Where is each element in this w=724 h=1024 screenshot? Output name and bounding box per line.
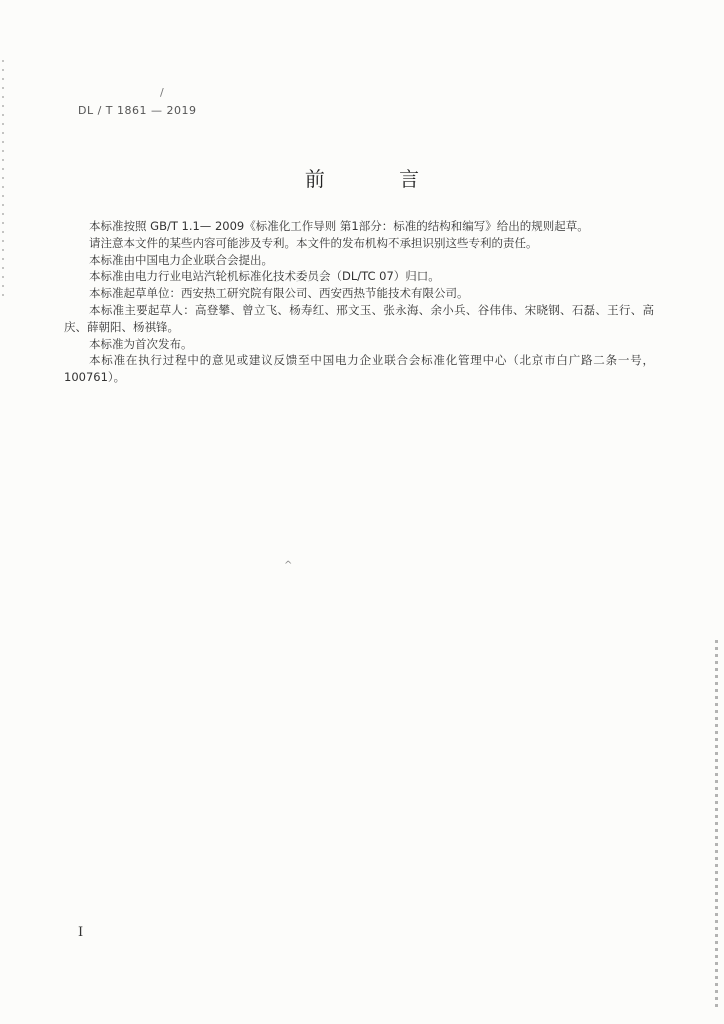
foreword-body [64, 218, 654, 386]
paragraph-drafting-rules: 本标准按照 GB/T 1.1— 2009《标准化工作导则 第1部分：标准的结构和编写》给出的规则起草。 [89, 219, 589, 233]
mid-stray-mark: ^ [284, 560, 293, 571]
page-title: 前 言 [304, 167, 454, 191]
paragraph-patent-notice: 请注意本文件的某些内容可能涉及专利。本文件的发布机构不承担识别这些专利的责任。 [89, 235, 538, 250]
page-number: I [78, 925, 84, 940]
scan-artifact-right [715, 640, 718, 1010]
paragraph-proposer: 本标准由中国电力企业联合会提出。 [89, 252, 273, 267]
standard-code: DL / T 1861 — 2019 [78, 104, 197, 117]
paragraph-feedback: 本标准在执行过程中的意见或建议反馈至中国电力企业联合会标准化管理中心（北京市白广路二条一号，100761）。 [64, 353, 654, 385]
paragraph-drafters: 本标准主要起草人：高登攀、曾立飞、杨寿红、邢文玉、张永海、余小兵、谷伟伟、宋晓钢、石磊、王行、高庆、薛朝阳、杨祺锋。 [64, 302, 654, 334]
paragraph-first-release: 本标准为首次发布。 [89, 336, 193, 351]
paragraph-drafting-units: 本标准起草单位：西安热工研究院有限公司、西安西热节能技术有限公司。 [89, 286, 469, 301]
top-stray-mark: / [160, 86, 164, 99]
paragraph-committee: 本标准由电力行业电站汽轮机标准化技术委员会（DL/TC 07）归口。 [89, 269, 440, 284]
